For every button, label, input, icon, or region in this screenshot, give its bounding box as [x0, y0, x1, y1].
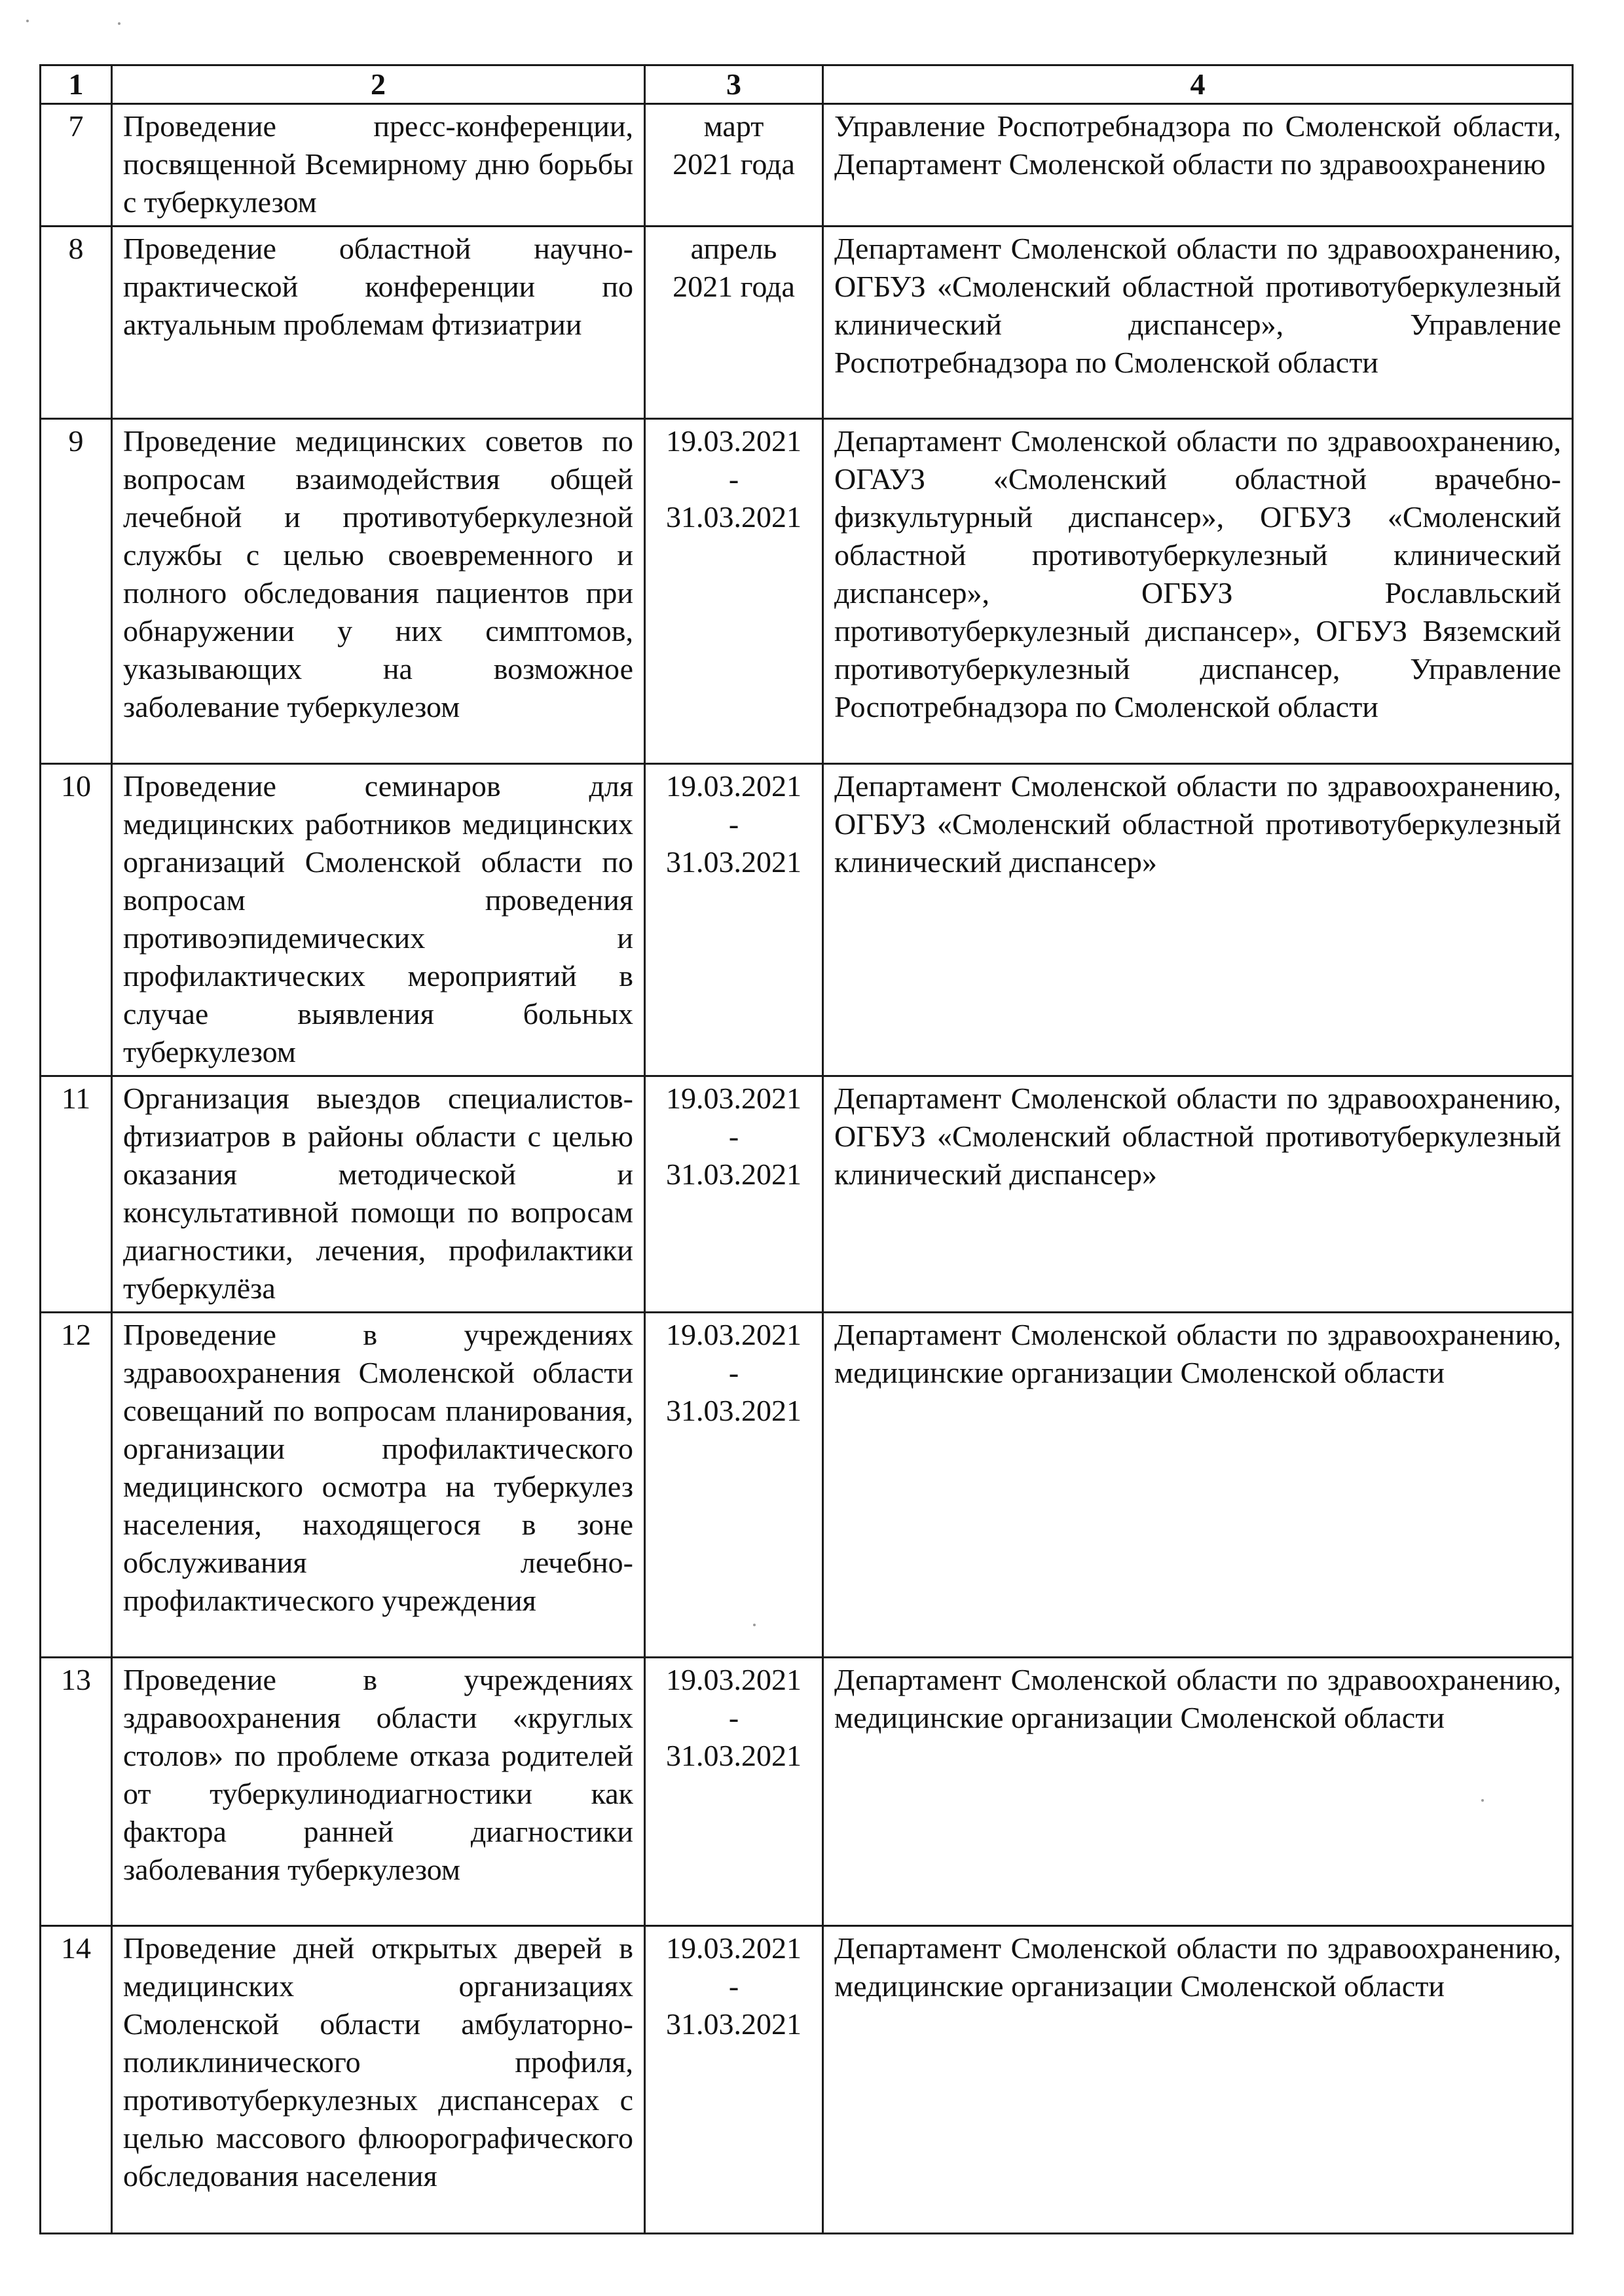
event-description: Проведение областной научно-практической конференции по актуальным проблемам фтизиатрии: [112, 227, 645, 419]
responsible-parties: Департамент Смоленской области по здравоохранению, ОГБУЗ «Смоленский областной противотуберкулезный клинический диспансер»: [823, 764, 1573, 1076]
event-date: [645, 1313, 823, 1658]
date-line: апрель: [690, 232, 777, 265]
date-line: 31.03.2021: [666, 845, 802, 879]
date-line: 2021 года: [673, 147, 795, 181]
events-table: [39, 64, 1574, 2234]
table-row: [41, 1076, 1573, 1313]
date-line: 31.03.2021: [666, 1394, 802, 1427]
event-description: Проведение в учреждениях здравоохранения Смоленской области совещаний по вопросам планирования, организации профилактического медицинского осмотра на туберкулез населения, находящегося в зоне обслуживания лечебно-профилактического учреждения: [112, 1313, 645, 1658]
table-row: [41, 419, 1573, 764]
date-line: 2021 года: [673, 270, 795, 303]
table-row: [41, 1926, 1573, 2234]
responsible-parties: Управление Роспотребнадзора по Смоленской области, Департамент Смоленской области по здравоохранению: [823, 104, 1573, 227]
event-date: [645, 227, 823, 419]
event-date: [645, 419, 823, 764]
date-line: 31.03.2021: [666, 1739, 802, 1772]
table-row: [41, 764, 1573, 1076]
date-line: -: [728, 807, 739, 841]
date-line: 19.03.2021: [666, 1318, 802, 1351]
date-line: -: [728, 1356, 739, 1389]
table-row: [41, 1658, 1573, 1926]
date-line: -: [728, 1120, 739, 1153]
date-line: 31.03.2021: [666, 2007, 802, 2041]
responsible-parties: Департамент Смоленской области по здравоохранению, медицинские организации Смоленской области: [823, 1658, 1573, 1926]
column-header-1: 1: [41, 65, 112, 104]
column-header-2: 2: [112, 65, 645, 104]
date-line: 19.03.2021: [666, 769, 802, 803]
row-number: 12: [41, 1313, 112, 1658]
header-row: [41, 65, 1573, 104]
column-header-4: 4: [823, 65, 1573, 104]
responsible-parties: Департамент Смоленской области по здравоохранению, ОГБУЗ «Смоленский областной противотуберкулезный клинический диспансер»: [823, 1076, 1573, 1313]
event-description: Проведение семинаров для медицинских работников медицинских организаций Смоленской области по вопросам проведения противоэпидемических и профилактических мероприятий в случае выявления больных туберкулезом: [112, 764, 645, 1076]
date-line: 19.03.2021: [666, 1663, 802, 1696]
row-number: 8: [41, 227, 112, 419]
event-date: [645, 1926, 823, 2234]
event-date: [645, 1076, 823, 1313]
row-number: 11: [41, 1076, 112, 1313]
event-date: [645, 764, 823, 1076]
date-line: март: [703, 109, 764, 143]
date-line: 19.03.2021: [666, 424, 802, 458]
row-number: 9: [41, 419, 112, 764]
row-number: 7: [41, 104, 112, 227]
date-line: -: [728, 462, 739, 496]
date-line: 31.03.2021: [666, 1157, 802, 1191]
event-description: Проведение в учреждениях здравоохранения области «круглых столов» по проблеме отказа родителей от туберкулинодиагностики как фактора ранней диагностики заболевания туберкулезом: [112, 1658, 645, 1926]
responsible-parties: Департамент Смоленской области по здравоохранению, ОГАУЗ «Смоленский областной врачебно-физкультурный диспансер», ОГБУЗ «Смоленский областной противотуберкулезный клинический диспансер», ОГБУЗ Рославльский противотуберкулезный диспансер», ОГБУЗ Вяземский противотуберкулезный диспансер, Управление Роспотребнадзора по Смоленской области: [823, 419, 1573, 764]
scan-speck: [118, 22, 120, 25]
row-number: 13: [41, 1658, 112, 1926]
responsible-parties: Департамент Смоленской области по здравоохранению, ОГБУЗ «Смоленский областной противотуберкулезный клинический диспансер», Управление Роспотребнадзора по Смоленской области: [823, 227, 1573, 419]
event-description: Проведение дней открытых дверей в медицинских организациях Смоленской области амбулаторно-поликлинического профиля, противотуберкулезных диспансерах с целью массового флюорографического обследования населения: [112, 1926, 645, 2234]
date-line: 31.03.2021: [666, 500, 802, 534]
date-line: 19.03.2021: [666, 1931, 802, 1965]
row-number: 14: [41, 1926, 112, 2234]
row-number: 10: [41, 764, 112, 1076]
responsible-parties: Департамент Смоленской области по здравоохранению, медицинские организации Смоленской области: [823, 1313, 1573, 1658]
event-description: Проведение медицинских советов по вопросам взаимодействия общей лечебной и противотуберкулезной службы с целью своевременного и полного обследования пациентов при обнаружении у них симптомов, указывающих на возможное заболевание туберкулезом: [112, 419, 645, 764]
event-date: [645, 104, 823, 227]
column-header-3: 3: [645, 65, 823, 104]
table-row: [41, 104, 1573, 227]
scan-speck: [26, 20, 29, 22]
date-line: 19.03.2021: [666, 1082, 802, 1115]
table-row: [41, 227, 1573, 419]
date-line: -: [728, 1701, 739, 1734]
table-row: [41, 1313, 1573, 1658]
responsible-parties: Департамент Смоленской области по здравоохранению, медицинские организации Смоленской области: [823, 1926, 1573, 2234]
event-date: [645, 1658, 823, 1926]
event-description: Проведение пресс-конференции, посвященной Всемирному дню борьбы с туберкулезом: [112, 104, 645, 227]
event-description: Организация выездов специалистов-фтизиатров в районы области с целью оказания методической и консультативной помощи по вопросам диагностики, лечения, профилактики туберкулёза: [112, 1076, 645, 1313]
date-line: -: [728, 1969, 739, 2003]
